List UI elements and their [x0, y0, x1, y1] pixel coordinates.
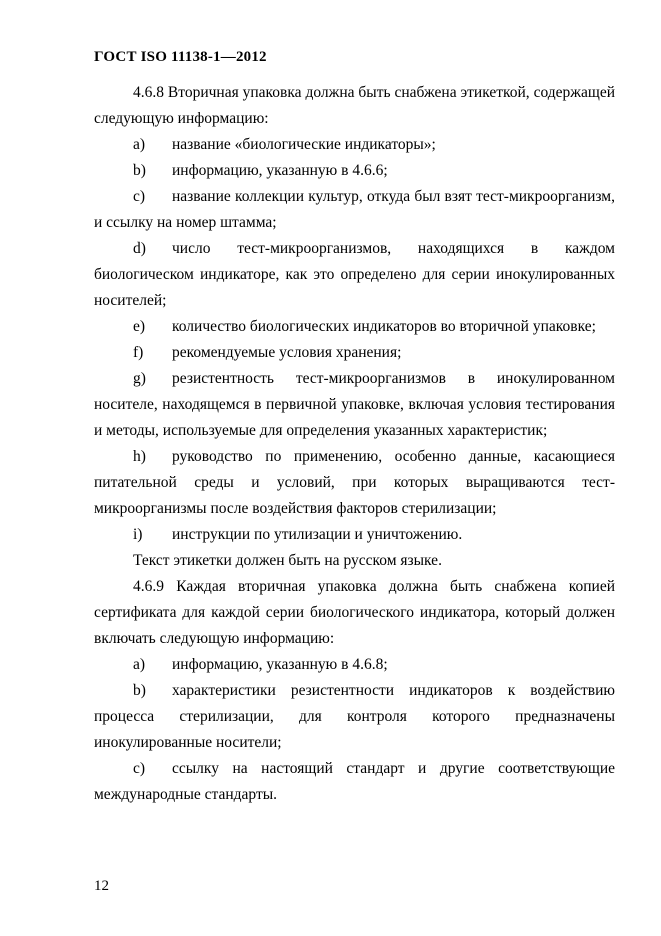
- section-4-6-9-intro: 4.6.9 Каждая вторичная упаковка должна быть снабжена копией сертификата для каждой серии биологического индикатора, который должен включать следующую информацию:: [94, 578, 615, 647]
- list-item-text: характеристики резистентности индикаторов к воздействию процесса стерилизации, для контроля которого предназначены инокулированные носители;: [94, 682, 615, 751]
- list-item-text: название «биологические индикаторы»;: [172, 136, 436, 153]
- document-header: ГОСТ ISO 11138-1—2012: [94, 49, 267, 65]
- list-marker: f): [133, 344, 144, 361]
- list-item: [94, 184, 615, 236]
- list-marker: b): [133, 682, 146, 699]
- list-item-text: ссылку на настоящий стандарт и другие соответствующие международные стандарты.: [94, 760, 615, 803]
- list-item-text: резистентность тест-микроорганизмов в инокулированном носителе, находящемся в первичной упаковке, включая условия тестирования и методы, используемые для определения указанных характеристик;: [94, 370, 615, 439]
- list-item-text: название коллекции культур, откуда был взят тест-микроорганизм, и ссылку на номер штамма;: [94, 188, 615, 231]
- list-marker: d): [133, 240, 146, 257]
- list-marker: b): [133, 162, 146, 179]
- list-marker: g): [133, 370, 146, 387]
- list-item: [94, 366, 615, 444]
- list-marker: c): [133, 188, 146, 205]
- list-item-text: руководство по применению, особенно данные, касающиеся питательной среды и условий, при которых выращиваются тест-микроорганизмы после воздействия факторов стерилизации;: [94, 448, 615, 517]
- list-item-text: информацию, указанную в 4.6.6;: [172, 162, 388, 179]
- list-item: [94, 340, 615, 366]
- label-language-note: Текст этикетки должен быть на русском языке.: [133, 552, 442, 569]
- page-number: 12: [94, 878, 109, 894]
- list-item: [94, 652, 615, 678]
- list-item: [94, 132, 615, 158]
- list-marker: a): [133, 656, 146, 673]
- list-item: [94, 444, 615, 522]
- list-item: [94, 522, 615, 548]
- list-item: [94, 314, 615, 340]
- list-marker: a): [133, 136, 146, 153]
- list-item-text: количество биологических индикаторов во вторичной упаковке;: [172, 318, 596, 335]
- list-marker: e): [133, 318, 146, 335]
- list-item: [94, 756, 615, 808]
- list-item-text: инструкции по утилизации и уничтожению.: [172, 526, 463, 543]
- list-marker: h): [133, 448, 146, 465]
- section-4-6-8-intro: 4.6.8 Вторичная упаковка должна быть снабжена этикеткой, содержащей следующую информацию:: [94, 84, 615, 127]
- list-marker: i): [133, 526, 143, 543]
- list-item: [94, 678, 615, 756]
- list-item-text: информацию, указанную в 4.6.8;: [172, 656, 388, 673]
- list-marker: c): [133, 760, 146, 777]
- document-body: [94, 80, 615, 808]
- list-item: [94, 236, 615, 314]
- list-item-text: рекомендуемые условия хранения;: [172, 344, 402, 361]
- list-item: [94, 158, 615, 184]
- list-item-text: число тест-микроорганизмов, находящихся в каждом биологическом индикаторе, как это определено для серии инокулированных носителей;: [94, 240, 615, 309]
